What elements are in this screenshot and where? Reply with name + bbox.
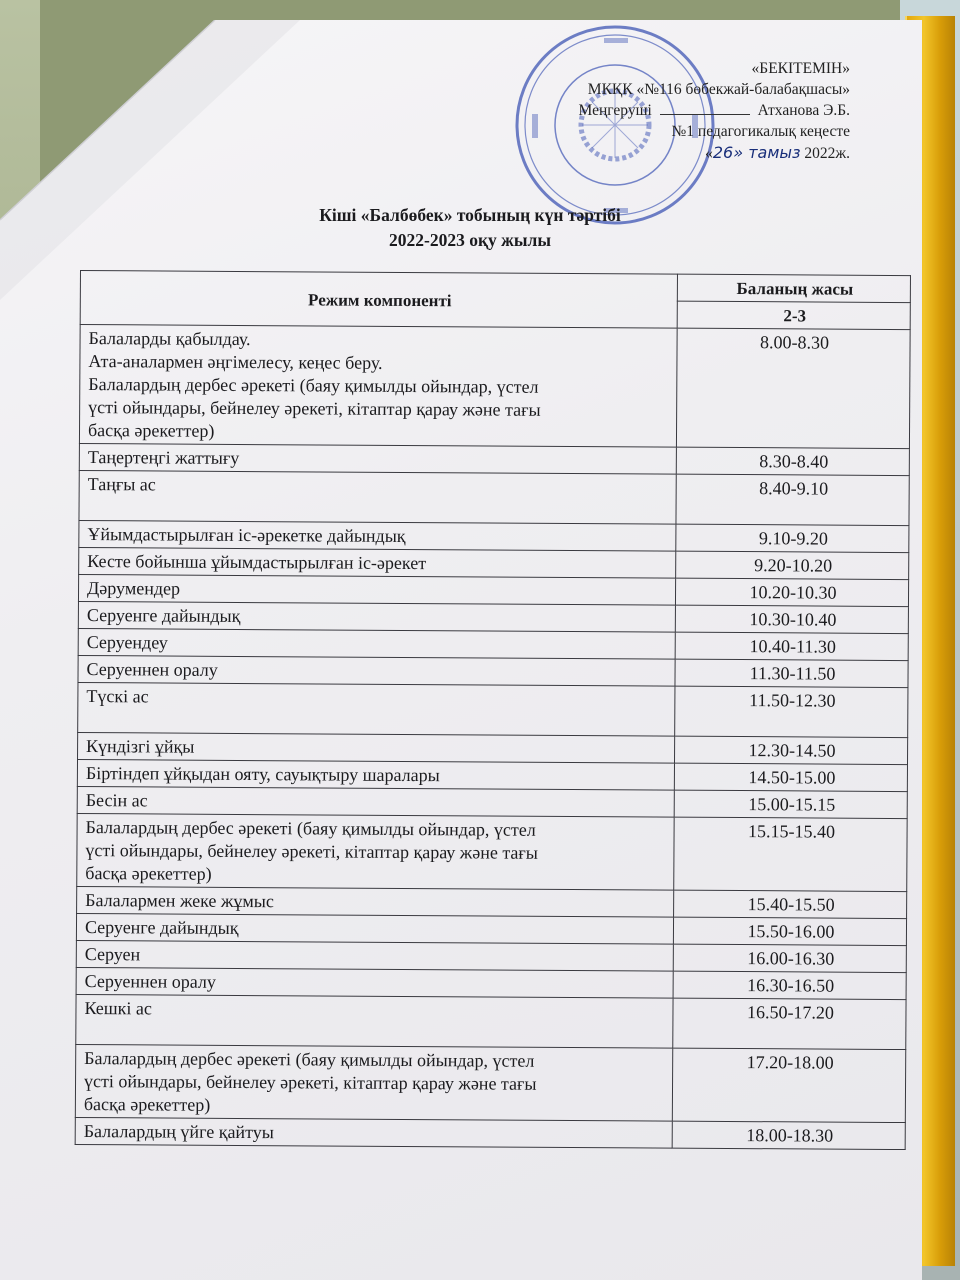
row-component: [75, 1044, 672, 1121]
approval-block: [490, 58, 850, 164]
component-line: Таңғы ас: [87, 474, 156, 495]
row-component: [77, 786, 674, 817]
component-line: Балалардың үйге қайтуы: [83, 1121, 274, 1143]
approval-date: [490, 142, 850, 164]
row-component: [77, 759, 674, 790]
academic-year: 2022-2023 оқу жылы: [389, 230, 551, 250]
component-line: Серуендеу: [86, 632, 168, 653]
row-component: [78, 682, 675, 736]
component-line: Біртіндеп ұйқыдан ояту, сауықтыру шаралары: [85, 763, 440, 786]
row-time: 18.00-18.30: [672, 1121, 905, 1149]
date-handwritten: 26» тамыз: [712, 143, 801, 162]
row-time: 10.20-10.30: [675, 578, 908, 606]
component-line: [86, 708, 668, 735]
head-label: Меңгеруші: [578, 102, 652, 119]
row-time: 8.00-8.30: [676, 328, 910, 448]
row-time: 8.30-8.40: [676, 447, 909, 475]
component-line: Кесте бойынша ұйымдастырылған іс-әрекет: [87, 551, 427, 574]
row-time: 15.00-15.15: [674, 790, 907, 818]
component-line: Балалардың дербес әрекеті (баяу қимылды ойындар, үстел: [84, 1048, 535, 1071]
component-line: Серуенге дайындық: [86, 605, 241, 626]
approval-heading: «БЕКІТЕМІН»: [751, 60, 850, 77]
row-component: [76, 913, 673, 944]
schedule-table: [75, 270, 911, 1150]
component-line: үсті ойындары, бейнелеу әрекеті, кітаптар қарау және тағы: [83, 1071, 537, 1094]
component-line: Балаларды қабылдау.: [88, 328, 251, 350]
row-component: [79, 443, 676, 474]
row-component: [78, 655, 675, 686]
component-line: [87, 496, 669, 523]
component-line: Күндізгі ұйқы: [86, 736, 195, 757]
component-line: басқа әрекеттер): [85, 863, 212, 884]
row-component: [78, 574, 675, 605]
row-component: [79, 325, 677, 448]
component-line: үсті ойындары, бейнелеу әрекеті, кітаптар қарау және тағы: [88, 397, 541, 420]
table-row: [76, 994, 906, 1049]
date-year: 2022ж.: [804, 145, 850, 162]
row-time: 14.50-15.00: [674, 763, 907, 791]
schedule-body: [75, 325, 910, 1150]
row-component: [76, 940, 673, 971]
row-time: 11.30-11.50: [675, 659, 908, 687]
component-line: Балалармен жеке жұмыс: [85, 890, 274, 912]
row-component: [78, 628, 675, 659]
row-component: [78, 601, 675, 632]
table-row: [79, 325, 910, 449]
signature: [660, 114, 750, 115]
component-line: Ұйымдастырылған іс-әрекетке дайындық: [87, 524, 406, 546]
row-time: 11.50-12.30: [675, 686, 908, 737]
row-time: 8.40-9.10: [676, 474, 909, 525]
component-line: Таңертеңгі жаттығу: [87, 447, 240, 468]
row-component: [77, 886, 674, 917]
date-quote: «: [705, 145, 713, 162]
row-component: [79, 520, 676, 551]
row-time: 15.50-16.00: [673, 917, 906, 945]
row-component: [75, 1117, 672, 1148]
row-component: [79, 547, 676, 578]
row-component: [79, 470, 676, 524]
table-row: [75, 1117, 905, 1149]
row-time: 16.00-16.30: [673, 944, 906, 972]
header-component: Режим компоненті: [80, 271, 677, 329]
component-line: Ата-аналармен әңгімелесу, кеңес беру.: [88, 351, 383, 373]
row-time: 16.50-17.20: [673, 998, 906, 1049]
document-title: Кіші «Балбөбек» тобының күн тәртібі: [319, 205, 621, 225]
row-time: 10.30-10.40: [675, 605, 908, 633]
component-line: басқа әрекеттер): [87, 420, 215, 441]
component-line: Кешкі ас: [84, 998, 152, 1019]
table-row: [79, 470, 909, 525]
row-component: [76, 994, 673, 1048]
component-line: басқа әрекеттер): [83, 1094, 211, 1115]
component-line: Серуенге дайындық: [84, 917, 239, 938]
row-time: 16.30-16.50: [673, 971, 906, 999]
component-line: Серуен: [84, 944, 141, 965]
component-line: [84, 1020, 666, 1047]
component-line: Бесін ас: [85, 790, 148, 811]
approval-council: №1 педагогикалық кеңесте: [671, 123, 850, 140]
row-time: 9.20-10.20: [676, 551, 909, 579]
table-row: [78, 682, 908, 737]
row-time: 10.40-11.30: [675, 632, 908, 660]
table-row: [77, 813, 907, 891]
row-time: 15.15-15.40: [674, 817, 907, 891]
component-line: Балалардың дербес әрекеті (баяу қимылды ойындар, үстел: [88, 374, 539, 397]
row-component: [77, 813, 674, 890]
row-time: 17.20-18.00: [672, 1048, 905, 1122]
component-line: Серуеннен оралу: [86, 659, 218, 680]
component-line: үсті ойындары, бейнелеу әрекеті, кітаптар қарау және тағы: [85, 840, 538, 863]
row-component: [78, 732, 675, 763]
header-age-value: 2-3: [677, 301, 910, 329]
component-line: Серуеннен оралу: [84, 971, 216, 992]
component-line: Дәрумендер: [86, 578, 181, 599]
approval-organization: МКҚК «№116 бөбекжай-балабақшасы»: [587, 81, 850, 98]
row-time: 12.30-14.50: [674, 736, 907, 764]
table-row: [75, 1044, 905, 1122]
component-line: Балалардың дербес әрекеті (баяу қимылды ойындар, үстел: [85, 817, 536, 840]
row-time: 9.10-9.20: [676, 524, 909, 552]
approval-head-line: [490, 100, 850, 121]
header-age: Баланың жасы: [677, 274, 910, 302]
row-component: [76, 967, 673, 998]
head-name: Атханова Э.Б.: [757, 102, 850, 119]
component-line: Түскі ас: [86, 686, 149, 707]
row-time: 15.40-15.50: [674, 890, 907, 918]
